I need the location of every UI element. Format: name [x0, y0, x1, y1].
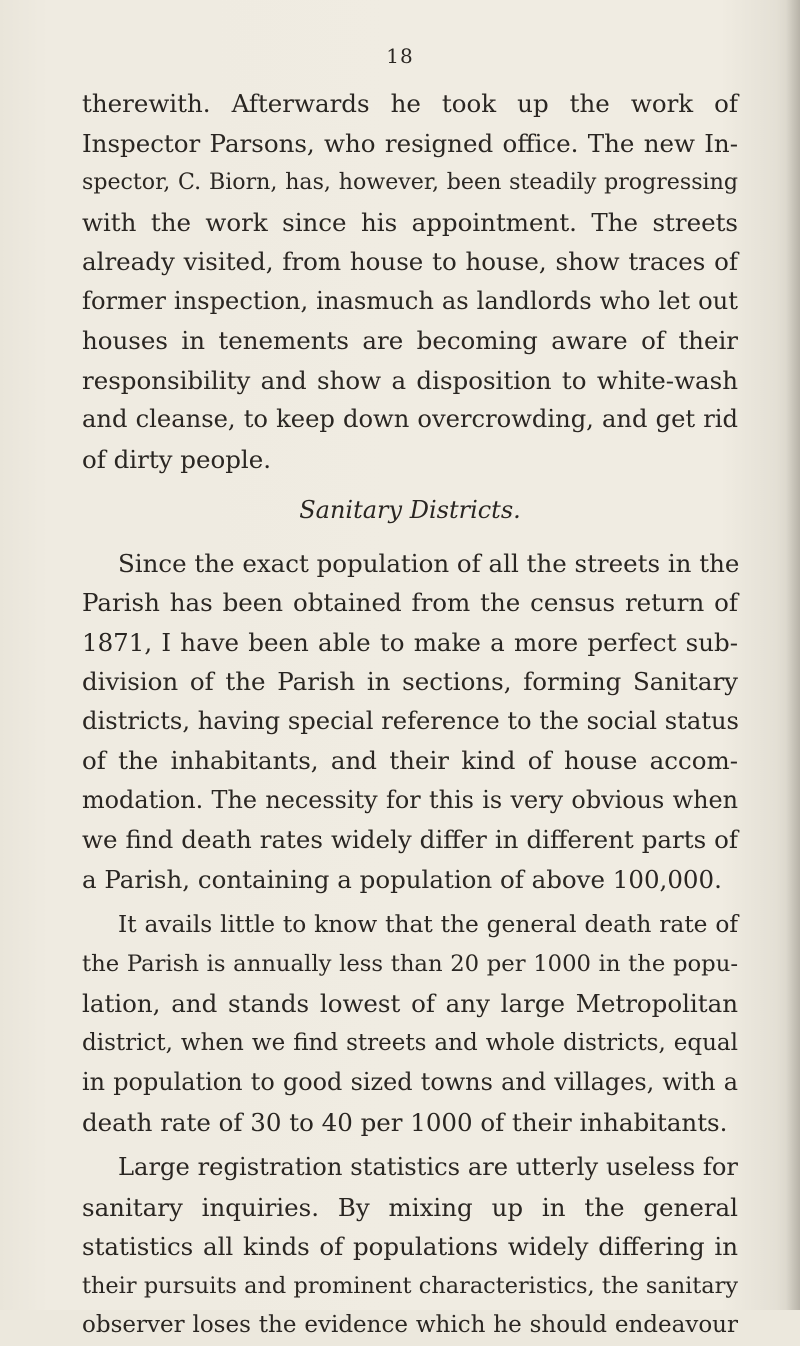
paragraph	[82, 84, 738, 479]
text-line: district, when we find streets and whole districts, equal	[82, 1029, 738, 1056]
body-text	[82, 84, 738, 1346]
text-line: districts, having special reference to the social status	[82, 706, 739, 735]
text-line: in population to good sized towns and villages, with a	[82, 1068, 738, 1096]
text-line: the Parish is annually less than 20 per 1000 in the popu-	[82, 950, 738, 977]
text-line: their pursuits and prominent characteristics, the sanitary	[82, 1272, 738, 1299]
text-line: Since the exact population of all the streets in the	[118, 548, 740, 578]
text-line: we find death rates widely differ in different parts of	[82, 825, 738, 854]
paragraph	[82, 1148, 738, 1346]
paragraph	[82, 905, 738, 1142]
paragraph	[82, 544, 738, 900]
text-line: with the work since his appointment. The streets	[82, 207, 738, 237]
text-line: It avails little to know that the general death rate of	[118, 911, 738, 938]
text-line: former inspection, inasmuch as landlords who let out	[82, 286, 738, 315]
text-line: statistics all kinds of populations widely differing in	[82, 1232, 738, 1261]
text-line: already visited, from house to house, show traces of	[82, 247, 738, 276]
text-line: observer loses the evidence which he should endeavour	[82, 1312, 738, 1338]
text-line: lation, and stands lowest of any large Metropolitan	[82, 989, 738, 1018]
text-line: Parish has been obtained from the census return of	[82, 588, 738, 617]
text-line: death rate of 30 to 40 per 1000 of their inhabitants.	[82, 1107, 728, 1137]
text-line: spector, C. Biorn, has, however, been steadily progressing	[82, 169, 738, 195]
text-line: a Parish, containing a population of above 100,000.	[82, 864, 722, 894]
text-line: responsibility and show a disposition to white-wash	[82, 365, 738, 395]
page-edge-shadow	[786, 0, 800, 1310]
page-number: 18	[386, 44, 414, 68]
section-heading: Sanitary Districts.	[299, 496, 521, 524]
text-line: of dirty people.	[82, 444, 272, 474]
text-line: sanitary inquiries. By mixing up in the general	[82, 1192, 738, 1222]
text-line: therewith. Afterwards he took up the work of	[82, 89, 738, 118]
text-line: 1871, I have been able to make a more perfect sub-	[82, 627, 738, 657]
text-line: houses in tenements are becoming aware of their	[82, 326, 738, 355]
text-line: division of the Parish in sections, forming Sanitary	[82, 667, 738, 696]
text-line: modation. The necessity for this is very obvious when	[82, 785, 738, 814]
text-line: of the inhabitants, and their kind of house accom-	[82, 746, 738, 775]
text-line: and cleanse, to keep down overcrowding, and get rid	[82, 405, 738, 433]
text-line: Inspector Parsons, who resigned office. The new In-	[82, 128, 738, 158]
text-line: Large registration statistics are utterly useless for	[118, 1153, 738, 1181]
